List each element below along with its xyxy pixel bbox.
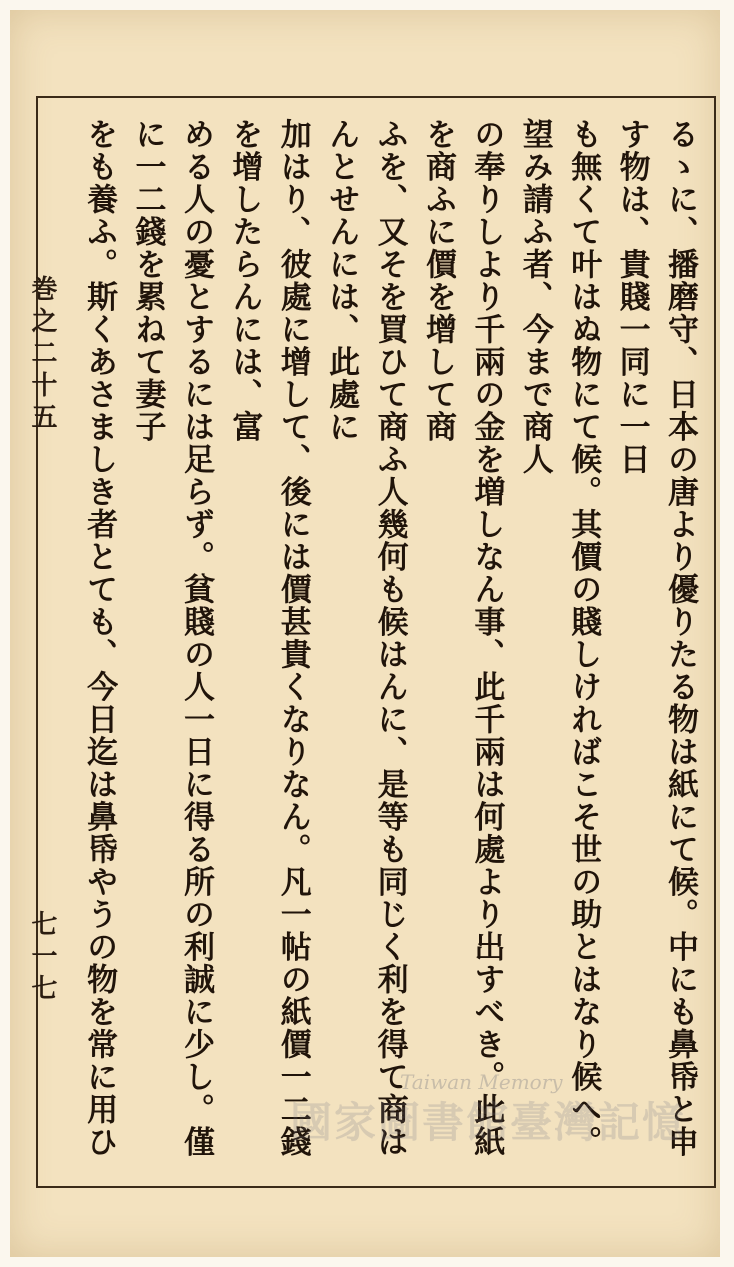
text-column: 加はり、彼處に增して、後には價甚貴くなりなん。凡一帖の紙價一二錢を增したらんには、富 xyxy=(226,118,311,1158)
watermark-logo: 國家圖書館臺灣記憶 xyxy=(290,1098,687,1147)
watermark-text: Taiwan Memory xyxy=(400,1070,563,1094)
text-column: をも養ふ。斯くあさましき者とても、今日迄は鼻帋やうの物を常に用ひ xyxy=(81,118,118,1158)
body-text xyxy=(70,118,704,1168)
text-column: ふを、又そを買ひて商ふ人幾何も候はんに、是等も同じく利を得て商はんとせんには、此處に xyxy=(323,118,408,1158)
page-number: 七一七 xyxy=(27,910,57,1006)
volume-label: 巻之二十五 xyxy=(27,275,57,435)
text-column: の奉りしより千兩の金を増しなん事、此千兩は何處より出すべき。此紙を商ふに價を增して商 xyxy=(419,118,505,1158)
text-column: める人の憂とするには足らず。貧賤の人一日に得る所の利誠に少し。僅に一二錢を累ねて妻子 xyxy=(129,118,214,1158)
text-column: も無くて叶はぬ物にて候。其價の賤しければこそ世の助とはなり候へ。望み請ふ者、今まで商人 xyxy=(516,118,602,1158)
text-column: るゝに、播磨守、日本の唐より優りたる物は紙にて候。中にも鼻帋と申す物は、貴賤一同に一日 xyxy=(613,118,698,1158)
